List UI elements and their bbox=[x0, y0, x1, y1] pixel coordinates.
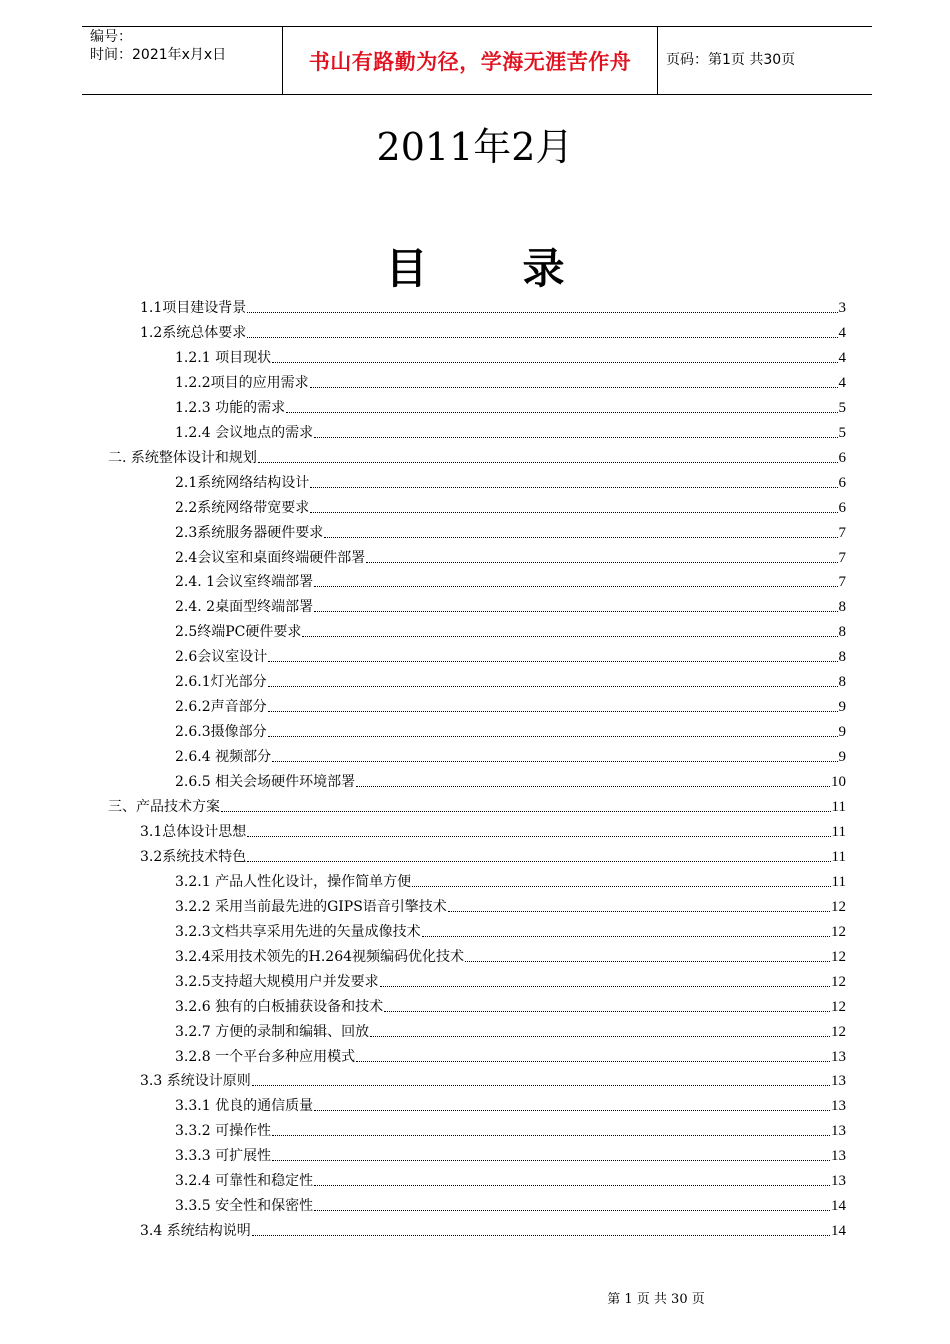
toc-entry-title: 2.6.3摄像部分 bbox=[175, 724, 267, 741]
page-header bbox=[82, 26, 872, 95]
toc-entry[interactable] bbox=[175, 1115, 846, 1140]
toc-entry-page: 11 bbox=[831, 799, 846, 815]
toc-entry-title: 3.1总体设计思想 bbox=[140, 823, 247, 840]
toc-dot-leader bbox=[268, 660, 837, 662]
toc-entry[interactable] bbox=[175, 467, 846, 492]
toc-entry-title: 1.2.4 会议地点的需求 bbox=[175, 424, 314, 441]
toc-entry-title: 二. 系统整体设计和规划 bbox=[108, 449, 257, 466]
toc-entry-page: 8 bbox=[838, 624, 846, 641]
toc-entry-page: 14 bbox=[831, 1198, 846, 1215]
toc-entry-title: 3.2.4采用技术领先的H.264视频编码优化技术 bbox=[175, 948, 465, 965]
toc-entry-page: 8 bbox=[838, 674, 846, 691]
header-page-cell bbox=[657, 27, 881, 94]
toc-entry[interactable] bbox=[175, 591, 846, 616]
toc-dot-leader bbox=[310, 486, 837, 488]
toc-entry[interactable] bbox=[175, 542, 846, 567]
toc-dot-leader bbox=[247, 336, 837, 338]
toc-entry[interactable] bbox=[175, 1165, 846, 1190]
toc-entry-title: 3.2.3文档共享采用先进的矢量成像技术 bbox=[175, 923, 421, 940]
toc-entry-page: 9 bbox=[838, 724, 846, 741]
toc-entry-title: 2.6.4 视频部分 bbox=[175, 749, 272, 766]
header-motto-cell bbox=[282, 27, 658, 94]
toc-dot-leader bbox=[268, 710, 838, 712]
toc-entry[interactable] bbox=[140, 1065, 846, 1090]
toc-entry[interactable] bbox=[140, 292, 846, 317]
toc-dot-leader bbox=[310, 511, 837, 513]
toc-entry-title: 3.3.3 可扩展性 bbox=[175, 1148, 272, 1165]
toc-entry[interactable] bbox=[175, 1016, 846, 1041]
toc-entry-title: 三、产品技术方案 bbox=[108, 799, 220, 815]
toc-entry-title: 1.2系统总体要求 bbox=[140, 324, 247, 341]
toc-entry-title: 1.1项目建设背景 bbox=[140, 300, 247, 316]
header-motto: 书山有路勤为径，学海无涯苦作舟 bbox=[308, 49, 632, 74]
toc-entry-title: 1.2.2项目的应用需求 bbox=[175, 374, 309, 391]
toc-entry-page: 13 bbox=[831, 1073, 846, 1090]
toc-entry-title: 3.2.7 方便的录制和编辑、回放 bbox=[175, 1023, 370, 1040]
toc-entry-page: 6 bbox=[838, 474, 846, 491]
toc-entry-page: 11 bbox=[831, 873, 846, 890]
toc-entry-page: 11 bbox=[831, 823, 846, 840]
toc-entry[interactable] bbox=[140, 816, 846, 841]
toc-entry-title: 2.6会议室设计 bbox=[175, 649, 268, 666]
toc-entry[interactable] bbox=[175, 966, 846, 991]
toc-entry[interactable] bbox=[175, 666, 846, 691]
toc-dot-leader bbox=[247, 860, 830, 862]
toc-entry-title: 3.3.1 优良的通信质量 bbox=[175, 1098, 314, 1115]
toc-entry-title: 3.3.2 可操作性 bbox=[175, 1123, 272, 1140]
toc-dot-leader bbox=[412, 885, 830, 887]
toc-entry[interactable] bbox=[175, 866, 846, 891]
toc-entry-page: 6 bbox=[838, 499, 846, 516]
toc-entry-page: 13 bbox=[831, 1173, 846, 1190]
toc-entry[interactable] bbox=[175, 492, 846, 517]
toc-entry-title: 2.4. 1会议室终端部署 bbox=[175, 574, 314, 591]
toc-dot-leader bbox=[448, 910, 830, 912]
toc-dot-leader bbox=[314, 436, 837, 438]
toc-entry-page: 12 bbox=[831, 898, 846, 915]
toc-entry-title: 1.2.3 功能的需求 bbox=[175, 399, 286, 416]
toc-entry-title: 3.2.1 产品人性化设计，操作简单方便 bbox=[175, 873, 412, 890]
toc-entry-page: 12 bbox=[831, 998, 846, 1015]
toc-entry-title: 3.2系统技术特色 bbox=[140, 848, 247, 865]
toc-entry[interactable] bbox=[175, 566, 846, 591]
toc-dot-leader bbox=[380, 985, 830, 987]
toc-heading: 目录 bbox=[385, 244, 660, 293]
toc-entry[interactable] bbox=[175, 616, 846, 641]
toc-dot-leader bbox=[258, 461, 838, 463]
toc-entry[interactable] bbox=[175, 392, 846, 417]
toc-entry-title: 3.3.5 安全性和保密性 bbox=[175, 1198, 314, 1215]
toc-entry[interactable] bbox=[175, 941, 846, 966]
toc-dot-leader bbox=[272, 760, 837, 762]
toc-entry-title: 2.5终端PC硬件要求 bbox=[175, 624, 302, 641]
toc-dot-leader bbox=[366, 561, 837, 563]
toc-entry-page: 9 bbox=[838, 699, 846, 716]
toc-entry-title: 3.2.2 采用当前最先进的GIPS语音引擎技术 bbox=[175, 898, 447, 915]
toc-entry[interactable] bbox=[175, 891, 846, 916]
toc-entry-title: 1.2.1 项目现状 bbox=[175, 349, 272, 366]
toc-entry-page: 8 bbox=[838, 649, 846, 666]
header-page-info: 页码：第1页 共30页 bbox=[666, 52, 796, 68]
toc-dot-leader bbox=[252, 1234, 830, 1236]
toc-dot-leader bbox=[221, 810, 831, 812]
toc-entry[interactable] bbox=[140, 317, 846, 342]
toc-entry-page: 12 bbox=[831, 1023, 846, 1040]
toc-entry-page: 13 bbox=[831, 1123, 846, 1140]
toc-dot-leader bbox=[356, 785, 830, 787]
toc-entry-page: 12 bbox=[831, 973, 846, 990]
date-title: 2011年2月 bbox=[376, 125, 574, 169]
toc-entry-title: 2.6.1灯光部分 bbox=[175, 674, 267, 691]
toc-entry[interactable] bbox=[175, 342, 846, 367]
toc-entry[interactable] bbox=[175, 517, 846, 542]
toc-dot-leader bbox=[370, 1035, 830, 1037]
toc-dot-leader bbox=[422, 935, 830, 937]
toc-entry-page: 13 bbox=[831, 1148, 846, 1165]
toc-entry[interactable] bbox=[175, 991, 846, 1016]
toc-entry-title: 2.6.5 相关会场硬件环境部署 bbox=[175, 774, 356, 791]
toc-dot-leader bbox=[384, 1010, 830, 1012]
toc-dot-leader bbox=[324, 536, 837, 538]
toc-entry-page: 6 bbox=[838, 449, 846, 466]
toc-dot-leader bbox=[252, 1084, 830, 1086]
toc-entry-page: 10 bbox=[831, 774, 846, 791]
toc-dot-leader bbox=[302, 635, 837, 637]
toc-entry[interactable] bbox=[175, 716, 846, 741]
toc-dot-leader bbox=[272, 361, 837, 363]
toc-entry-title: 3.2.4 可靠性和稳定性 bbox=[175, 1173, 314, 1190]
toc-entry-title: 2.2系统网络带宽要求 bbox=[175, 499, 310, 516]
toc-dot-leader bbox=[272, 1134, 830, 1136]
toc-entry-title: 2.6.2声音部分 bbox=[175, 699, 267, 716]
toc-entry-page: 13 bbox=[831, 1048, 846, 1065]
toc-entry[interactable] bbox=[175, 1140, 846, 1165]
toc-entry-title: 2.3系统服务器硬件要求 bbox=[175, 524, 324, 541]
toc-entry[interactable] bbox=[175, 1190, 846, 1215]
toc-dot-leader bbox=[272, 1159, 830, 1161]
toc-entry[interactable] bbox=[175, 766, 846, 791]
toc-dot-leader bbox=[247, 311, 837, 313]
toc-entry-page: 5 bbox=[838, 399, 846, 416]
toc-entry-page: 7 bbox=[838, 574, 846, 591]
toc-entry[interactable] bbox=[140, 841, 846, 866]
toc-entry-page: 8 bbox=[838, 599, 846, 616]
page-footer bbox=[0, 1292, 950, 1308]
toc-dot-leader bbox=[356, 1060, 830, 1062]
toc-dot-leader bbox=[314, 585, 837, 587]
toc-entry-page: 12 bbox=[831, 948, 846, 965]
toc-entry-page: 14 bbox=[831, 1223, 846, 1240]
toc-entry-title: 3.4 系统结构说明 bbox=[140, 1223, 251, 1240]
toc-dot-leader bbox=[314, 1209, 830, 1211]
toc-entry[interactable] bbox=[108, 442, 846, 467]
toc-entry-page: 4 bbox=[838, 324, 846, 341]
toc-entry-title: 2.4. 2桌面型终端部署 bbox=[175, 599, 314, 616]
toc-entry[interactable] bbox=[108, 791, 846, 816]
toc-entry-title: 3.3 系统设计原则 bbox=[140, 1073, 251, 1090]
document-number-label: 编号： bbox=[90, 29, 132, 45]
toc-entry-title: 3.2.5支持超大规模用户并发要求 bbox=[175, 973, 379, 990]
toc-entry[interactable] bbox=[175, 367, 846, 392]
toc-entry-page: 13 bbox=[831, 1098, 846, 1115]
toc-entry[interactable] bbox=[175, 691, 846, 716]
toc-entry[interactable] bbox=[175, 1041, 846, 1066]
toc-entry-page: 3 bbox=[838, 300, 846, 316]
toc-entry[interactable] bbox=[175, 916, 846, 941]
document-time-label: 时间：2021年x月x日 bbox=[90, 47, 227, 63]
toc-entry-title: 2.4会议室和桌面终端硬件部署 bbox=[175, 549, 366, 566]
toc-entry-title: 3.2.6 独有的白板捕获设备和技术 bbox=[175, 998, 384, 1015]
toc-entry-page: 11 bbox=[831, 848, 846, 865]
toc-dot-leader bbox=[314, 610, 837, 612]
header-meta bbox=[82, 27, 282, 94]
toc-dot-leader bbox=[247, 835, 830, 837]
toc-entry-page: 4 bbox=[838, 349, 846, 366]
toc-entry-title: 2.1系统网络结构设计 bbox=[175, 474, 310, 491]
toc-entry[interactable] bbox=[175, 417, 846, 442]
toc-dot-leader bbox=[310, 386, 838, 388]
toc-entry-page: 7 bbox=[838, 549, 846, 566]
toc-dot-leader bbox=[314, 1109, 830, 1111]
toc-entry-page: 4 bbox=[838, 374, 846, 391]
toc-entry-title: 3.2.8 一个平台多种应用模式 bbox=[175, 1048, 356, 1065]
toc-entry[interactable] bbox=[140, 1215, 846, 1240]
toc-entry[interactable] bbox=[175, 641, 846, 666]
toc-entry[interactable] bbox=[175, 741, 846, 766]
toc-dot-leader bbox=[314, 1184, 830, 1186]
toc-entry-page: 12 bbox=[831, 923, 846, 940]
toc-dot-leader bbox=[268, 685, 838, 687]
toc-entry[interactable] bbox=[175, 1090, 846, 1115]
toc-dot-leader bbox=[268, 735, 838, 737]
toc-dot-leader bbox=[465, 960, 830, 962]
toc-dot-leader bbox=[286, 411, 837, 413]
toc-entry-page: 9 bbox=[838, 749, 846, 766]
toc-entry-page: 5 bbox=[838, 424, 846, 441]
footer-page-number: 第 1 页 共 30 页 bbox=[607, 1292, 705, 1307]
toc-entry-page: 7 bbox=[838, 524, 846, 541]
